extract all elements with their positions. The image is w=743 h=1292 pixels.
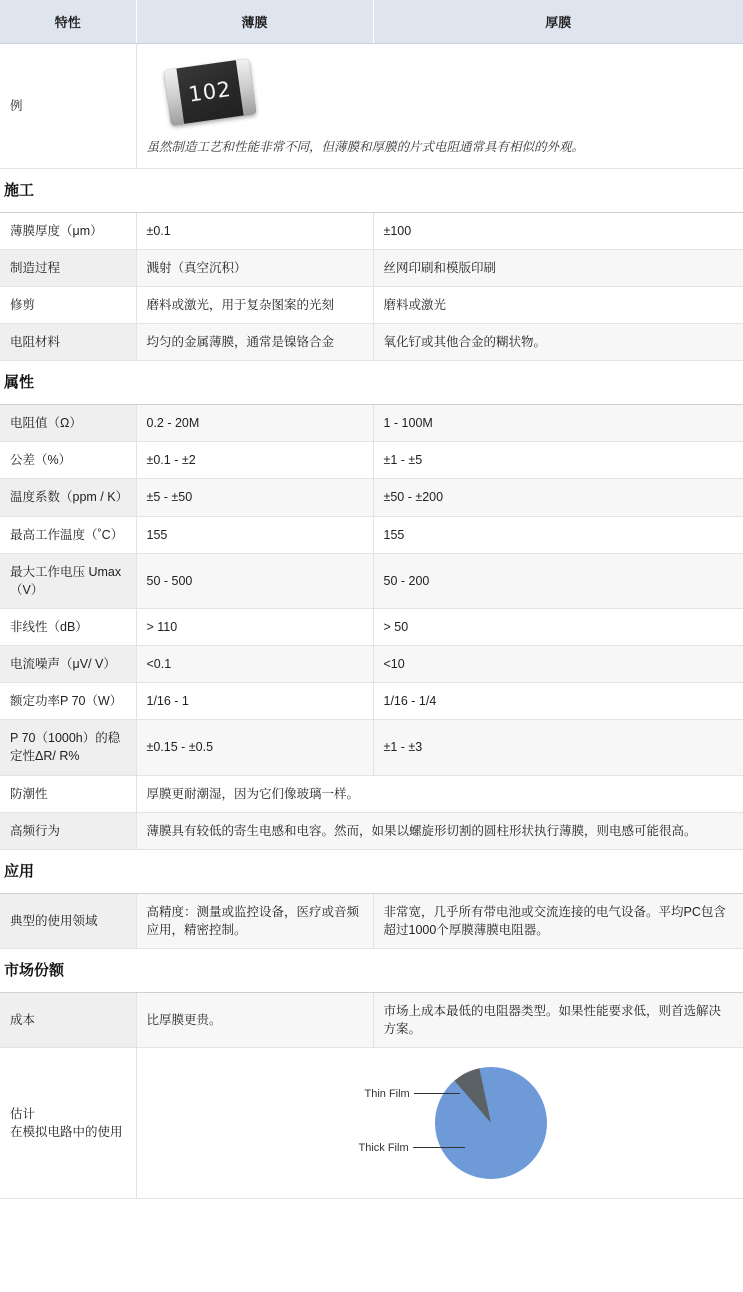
cell-thin: 高精度：测量或监控设备，医疗或音频应用，精密控制。 [136, 893, 373, 948]
table-row [0, 608, 743, 645]
table-row [0, 893, 743, 948]
header-thin-film: 薄膜 [136, 0, 373, 44]
cell-thick: 1/16 - 1/4 [373, 683, 743, 720]
row-label: 修剪 [0, 287, 136, 324]
cell-thick: 50 - 200 [373, 553, 743, 608]
example-content-cell [136, 44, 743, 169]
cell-thick: 155 [373, 516, 743, 553]
header-row [0, 0, 743, 44]
row-label: 高频行为 [0, 812, 136, 849]
row-label: P 70（1000h）的稳定性ΔR/ R% [0, 720, 136, 775]
cell-thick: > 50 [373, 608, 743, 645]
row-label: 制造过程 [0, 250, 136, 287]
pie-chart-circle [424, 1056, 557, 1189]
section-heading-properties [0, 361, 743, 405]
header-thick-film: 厚膜 [373, 0, 743, 44]
cell-thick: ±1 - ±5 [373, 442, 743, 479]
section-heading-applications [0, 849, 743, 893]
cell-span: 薄膜具有较低的寄生电感和电容。然而，如果以螺旋形切割的圆柱形状执行薄膜，则电感可能很高。 [136, 812, 743, 849]
cell-thick: 丝网印刷和模版印刷 [373, 250, 743, 287]
row-label: 电阻材料 [0, 324, 136, 361]
row-label: 最大工作电压 Umax（V） [0, 553, 136, 608]
cell-thick: ±1 - ±3 [373, 720, 743, 775]
row-label: 公差（%） [0, 442, 136, 479]
cell-thin: 均匀的金属薄膜，通常是镍铬合金 [136, 324, 373, 361]
market-share-chart-cell [136, 1047, 743, 1198]
row-label: 电阻值（Ω） [0, 405, 136, 442]
table-row-estimate [0, 1047, 743, 1198]
table-row [0, 992, 743, 1047]
cell-thin: 1/16 - 1 [136, 683, 373, 720]
estimate-label-line2: 在模拟电路中的使用 [10, 1124, 123, 1139]
chip-code-label: 102 [186, 76, 233, 107]
row-label-example: 例 [0, 44, 136, 169]
pie-chart [147, 1063, 734, 1183]
row-label: 最高工作温度（˚C） [0, 516, 136, 553]
row-label: 额定功率P 70（W） [0, 683, 136, 720]
cell-thin: 50 - 500 [136, 553, 373, 608]
row-label: 防潮性 [0, 775, 136, 812]
cell-thick: 市场上成本最低的电阻器类型。如果性能要求低，则首选解决方案。 [373, 992, 743, 1047]
row-label: 薄膜厚度（μm） [0, 212, 136, 249]
section-title: 应用 [0, 849, 743, 893]
pie-label-thick-film: Thick Film [359, 1141, 465, 1157]
table-row [0, 479, 743, 516]
row-label: 温度系数（ppm / K） [0, 479, 136, 516]
table-row [0, 812, 743, 849]
estimate-label-line1: 估计 [10, 1106, 36, 1121]
cell-thick: 氧化钌或其他合金的糊状物。 [373, 324, 743, 361]
row-label-estimate [0, 1047, 136, 1198]
leader-line [414, 1093, 460, 1094]
row-label: 电流噪声（μV/ V） [0, 646, 136, 683]
cell-thin: 0.2 - 20M [136, 405, 373, 442]
example-caption: 虽然制造工艺和性能非常不同，但薄膜和厚膜的片式电阻通常具有相似的外观。 [146, 140, 585, 154]
header-feature: 特性 [0, 0, 136, 44]
table-row [0, 250, 743, 287]
table-header [0, 0, 743, 44]
chip-resistor-image [163, 58, 256, 125]
cell-thick: 非常宽，几乎所有带电池或交流连接的电气设备。平均PC包含超过1000个厚膜薄膜电阻器。 [373, 893, 743, 948]
table-row [0, 775, 743, 812]
cell-thin: 155 [136, 516, 373, 553]
table-row [0, 646, 743, 683]
cell-thick: 磨料或激光 [373, 287, 743, 324]
row-label: 典型的使用领域 [0, 893, 136, 948]
table-row [0, 553, 743, 608]
table-row [0, 516, 743, 553]
cell-thin: ±0.15 - ±0.5 [136, 720, 373, 775]
section-heading-market-share [0, 948, 743, 992]
row-label: 成本 [0, 992, 136, 1047]
cell-thin: ±5 - ±50 [136, 479, 373, 516]
section-title: 属性 [0, 361, 743, 405]
table-row [0, 683, 743, 720]
cell-thin: > 110 [136, 608, 373, 645]
cell-span: 厚膜更耐潮湿，因为它们像玻璃一样。 [136, 775, 743, 812]
table-row [0, 442, 743, 479]
table-row [0, 212, 743, 249]
cell-thin: <0.1 [136, 646, 373, 683]
pie-label-thin-film: Thin Film [365, 1087, 460, 1103]
cell-thin: 磨料或激光，用于复杂图案的光刻 [136, 287, 373, 324]
row-label: 非线性（dB） [0, 608, 136, 645]
table-row [0, 405, 743, 442]
table-row [0, 324, 743, 361]
table-body [0, 44, 743, 1199]
section-heading-construction [0, 169, 743, 213]
cell-thick: ±100 [373, 212, 743, 249]
cell-thin: 比厚膜更贵。 [136, 992, 373, 1047]
leader-line [413, 1147, 465, 1148]
table-row [0, 287, 743, 324]
cell-thin: 溅射（真空沉积） [136, 250, 373, 287]
cell-thin: ±0.1 [136, 212, 373, 249]
section-title: 施工 [0, 169, 743, 213]
table-row-example [0, 44, 743, 169]
table-row [0, 720, 743, 775]
cell-thin: ±0.1 - ±2 [136, 442, 373, 479]
cell-thick: <10 [373, 646, 743, 683]
section-title: 市场份额 [0, 948, 743, 992]
cell-thick: ±50 - ±200 [373, 479, 743, 516]
cell-thick: 1 - 100M [373, 405, 743, 442]
